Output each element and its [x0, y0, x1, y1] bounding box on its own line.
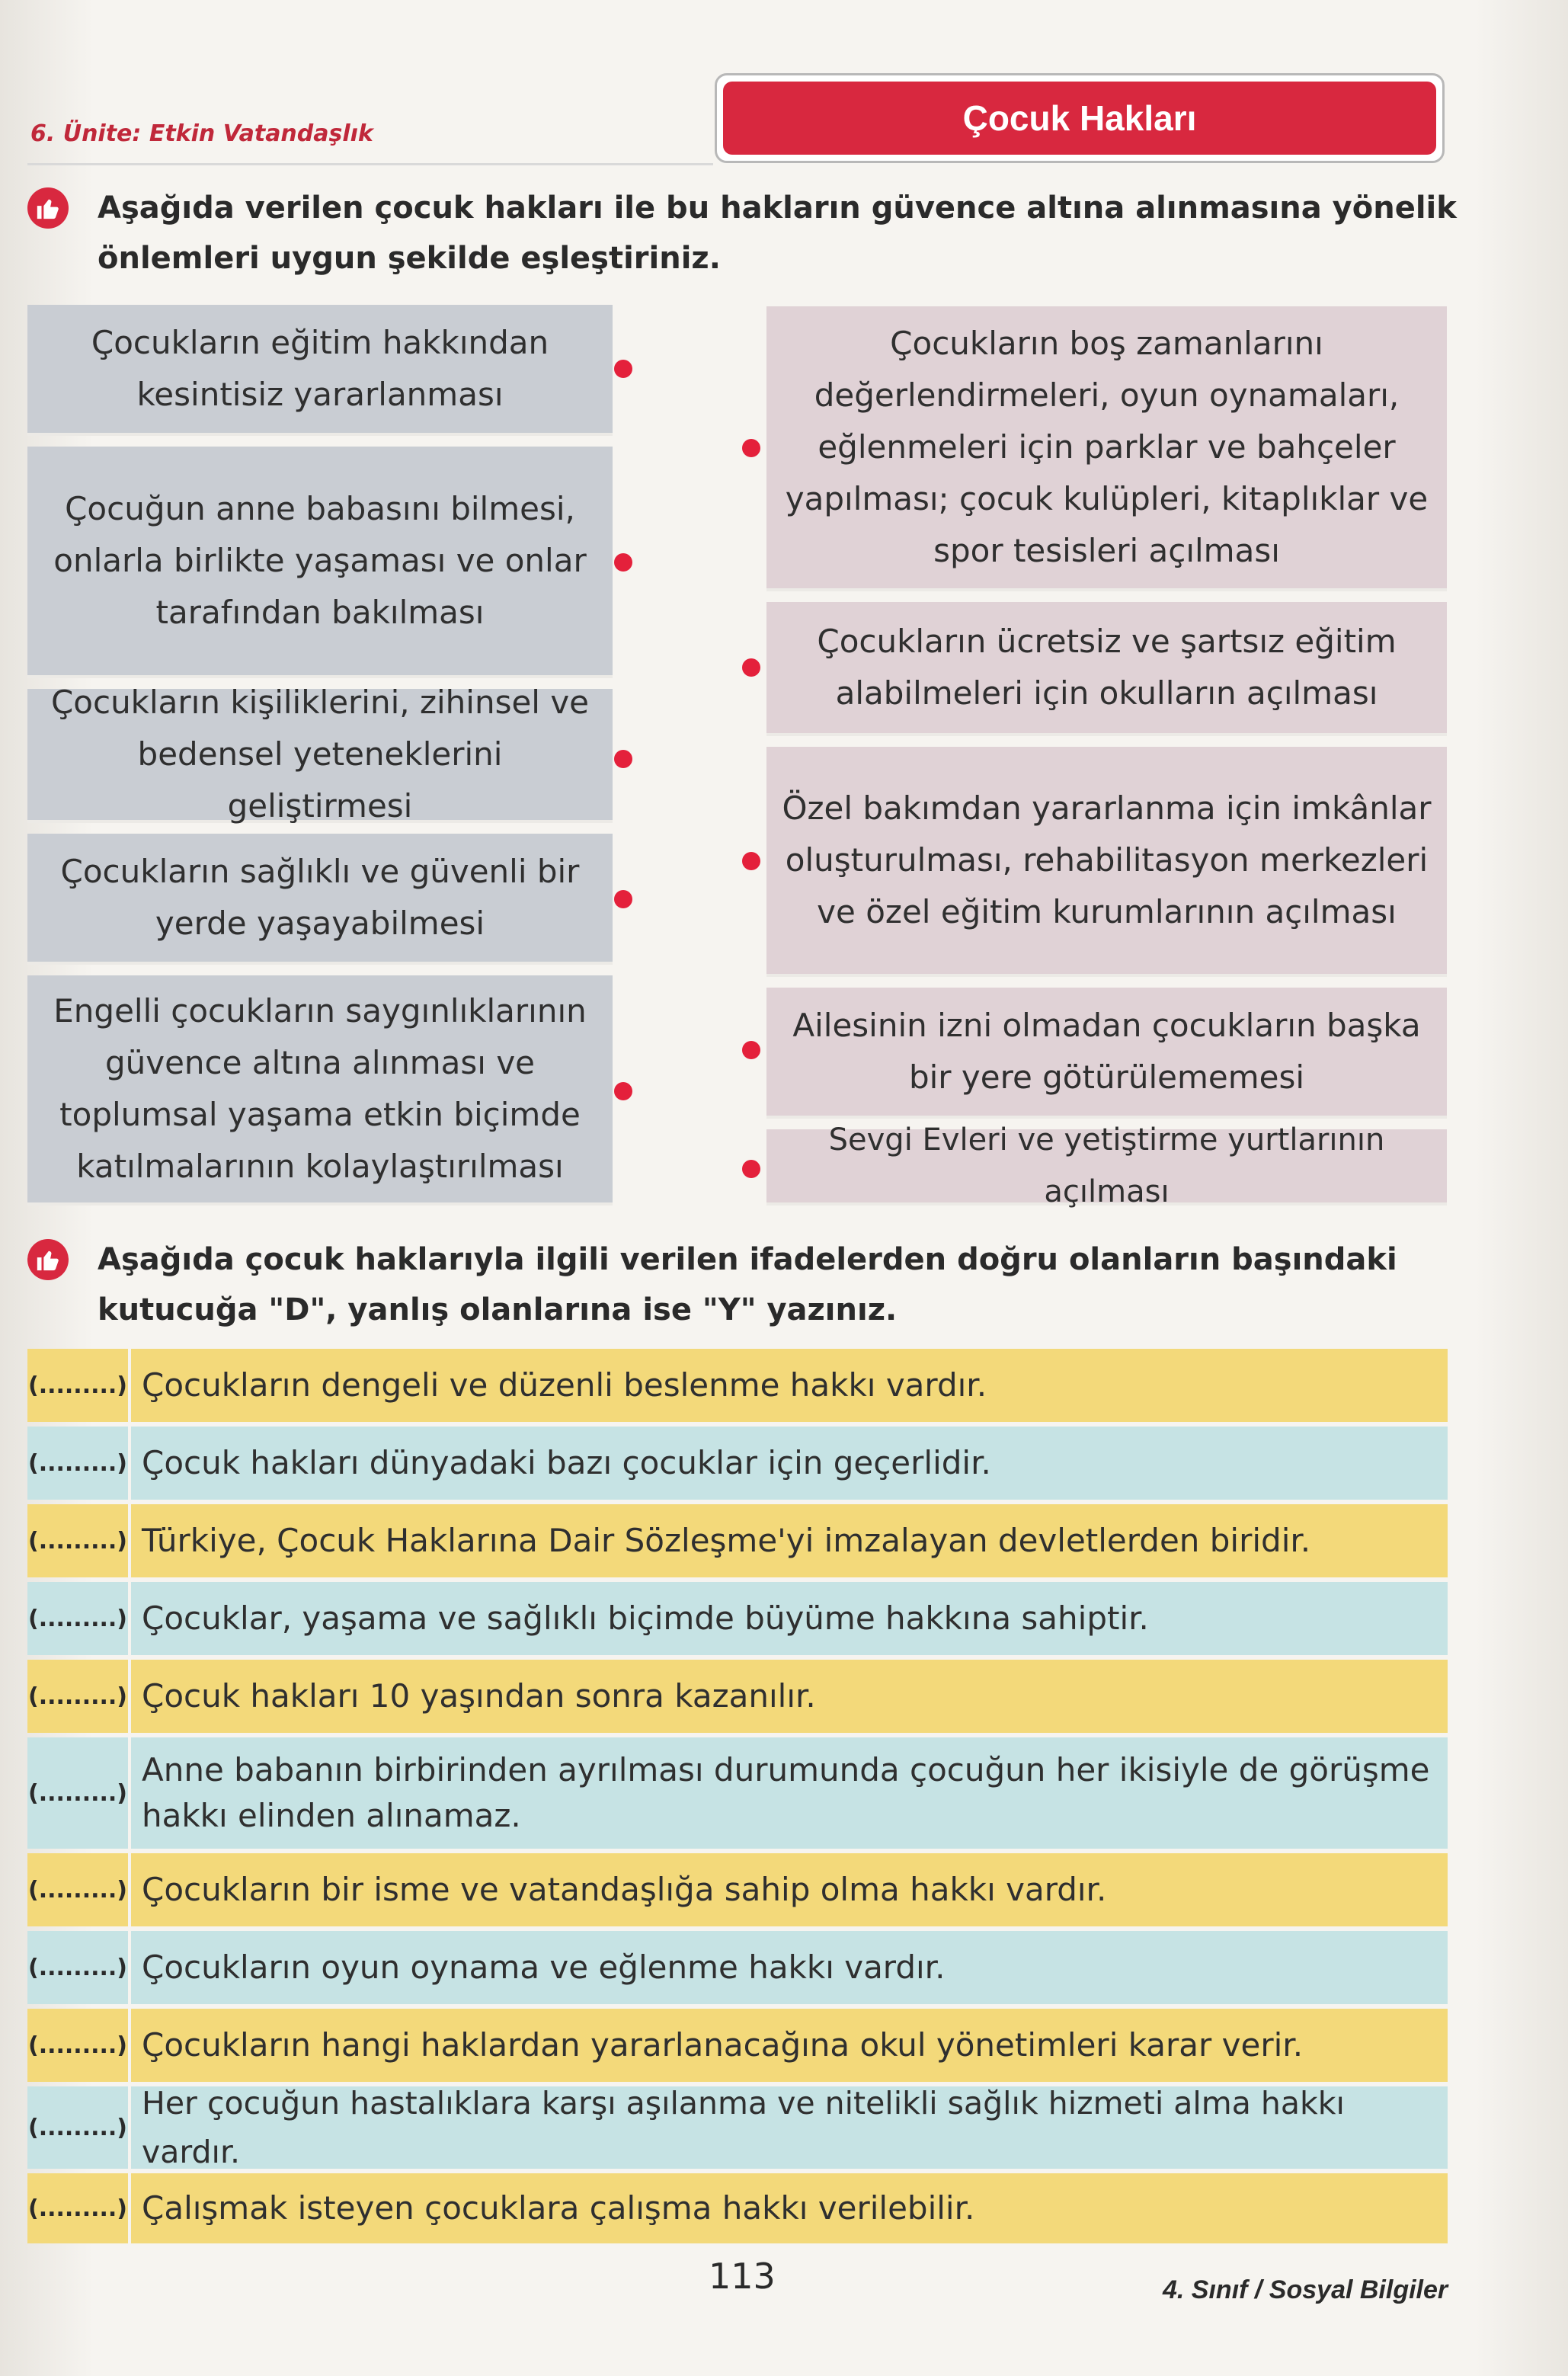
answer-blank-6[interactable]: (.........): [27, 1737, 128, 1849]
left-match-dot-2[interactable]: [614, 553, 632, 572]
exercise1-instruction-text: Aşağıda verilen çocuk hakları ile bu hakların güvence altına alınmasına yönelik önlemleri uygun şekilde eşleştiriniz.: [98, 191, 1457, 276]
statement-row-10: [27, 2086, 1448, 2169]
thumbs-up-icon: [27, 1239, 69, 1280]
left-match-dot-4[interactable]: [614, 890, 632, 908]
statement-row-7: [27, 1853, 1448, 1926]
statement-text-10: Her çocuğun hastalıklara karşı aşılanma ve nitelikli sağlık hizmeti alma hakkı vardır.: [131, 2086, 1448, 2169]
right-match-dot-2[interactable]: [742, 658, 760, 677]
right-match-dot-1[interactable]: [742, 439, 760, 457]
thumbs-up-icon: [27, 187, 69, 229]
statement-text-1: Çocukların dengeli ve düzenli beslenme hakkı vardır.: [131, 1349, 1448, 1422]
exercise1-instruction: [27, 183, 1477, 283]
statement-row-1: [27, 1349, 1448, 1422]
right-item-2: Çocukların ücretsiz ve şartsız eğitim alabilmeleri için okulların açılması: [766, 602, 1447, 736]
statement-row-5: [27, 1660, 1448, 1733]
unit-label: 6. Ünite: Etkin Vatandaşlık: [30, 120, 373, 147]
right-item-1: Çocukların boş zamanlarını değerlendirmeleri, oyun oynamaları, eğlenmeleri için parklar ve bahçeler yapılması; çocuk kulüpleri, kitaplıklar ve spor tesisleri açılması: [766, 306, 1447, 591]
right-match-dot-5[interactable]: [742, 1160, 760, 1178]
statement-row-8: [27, 1931, 1448, 2004]
answer-blank-1[interactable]: (.........): [27, 1349, 128, 1422]
page-title-banner: [723, 82, 1436, 155]
right-item-3: Özel bakımdan yararlanma için imkânlar oluşturulması, rehabilitasyon merkezleri ve özel eğitim kurumlarının açılması: [766, 747, 1447, 977]
left-item-3: Çocukların kişiliklerini, zihinsel ve bedensel yeteneklerini geliştirmesi: [27, 689, 613, 823]
answer-blank-11[interactable]: (.........): [27, 2173, 128, 2243]
book-label: 4. Sınıf / Sosyal Bilgiler: [1163, 2275, 1448, 2304]
exercise2-instruction-text: Aşağıda çocuk haklarıyla ilgili verilen ifadelerden doğru olanların başındaki kutucuğa "D", yanlış olanlarına ise "Y" yazınız.: [98, 1242, 1397, 1327]
left-item-2: Çocuğun anne babasını bilmesi, onlarla birlikte yaşaması ve onlar tarafından bakılması: [27, 447, 613, 678]
statement-text-4: Çocuklar, yaşama ve sağlıklı biçimde büyüme hakkına sahiptir.: [131, 1582, 1448, 1655]
left-match-dot-5[interactable]: [614, 1082, 632, 1100]
header-divider: [27, 163, 713, 165]
page-title: Çocuk Hakları: [962, 98, 1197, 138]
left-item-1: Çocukların eğitim hakkından kesintisiz yararlanması: [27, 305, 613, 436]
statement-row-4: [27, 1582, 1448, 1655]
statement-text-8: Çocukların oyun oynama ve eğlenme hakkı vardır.: [131, 1931, 1448, 2004]
statement-row-6: [27, 1737, 1448, 1849]
statement-text-7: Çocukların bir isme ve vatandaşlığa sahip olma hakkı vardır.: [131, 1853, 1448, 1926]
answer-blank-9[interactable]: (.........): [27, 2009, 128, 2082]
statement-text-5: Çocuk hakları 10 yaşından sonra kazanılır.: [131, 1660, 1448, 1733]
page-number: 113: [709, 2256, 776, 2297]
statement-row-2: [27, 1427, 1448, 1500]
statement-row-11: [27, 2173, 1448, 2243]
left-item-5: Engelli çocukların saygınlıklarının güvence altına alınması ve toplumsal yaşama etkin biçimde katılmalarının kolaylaştırılması: [27, 975, 613, 1206]
right-match-dot-3[interactable]: [742, 852, 760, 870]
answer-blank-4[interactable]: (.........): [27, 1582, 128, 1655]
statement-text-3: Türkiye, Çocuk Haklarına Dair Sözleşme'yi imzalayan devletlerden biridir.: [131, 1504, 1448, 1577]
statement-row-3: [27, 1504, 1448, 1577]
answer-blank-5[interactable]: (.........): [27, 1660, 128, 1733]
left-match-dot-3[interactable]: [614, 750, 632, 768]
statement-text-9: Çocukların hangi haklardan yararlanacağına okul yönetimleri karar verir.: [131, 2009, 1448, 2082]
statement-text-6: Anne babanın birbirinden ayrılması durumunda çocuğun her ikisiyle de görüşme hakkı elinden alınamaz.: [131, 1737, 1448, 1849]
answer-blank-8[interactable]: (.........): [27, 1931, 128, 2004]
answer-blank-7[interactable]: (.........): [27, 1853, 128, 1926]
statement-row-9: [27, 2009, 1448, 2082]
exercise2-instruction: [27, 1234, 1477, 1335]
answer-blank-2[interactable]: (.........): [27, 1427, 128, 1500]
right-match-dot-4[interactable]: [742, 1041, 760, 1059]
left-item-4: Çocukların sağlıklı ve güvenli bir yerde yaşayabilmesi: [27, 834, 613, 965]
left-match-dot-1[interactable]: [614, 360, 632, 378]
answer-blank-10[interactable]: (.........): [27, 2086, 128, 2169]
page-title-box: [715, 73, 1445, 163]
answer-blank-3[interactable]: (.........): [27, 1504, 128, 1577]
statement-text-2: Çocuk hakları dünyadaki bazı çocuklar için geçerlidir.: [131, 1427, 1448, 1500]
right-item-5: Sevgi Evleri ve yetiştirme yurtlarının açılması: [766, 1129, 1447, 1206]
statement-text-11: Çalışmak isteyen çocuklara çalışma hakkı verilebilir.: [131, 2173, 1448, 2243]
right-item-4: Ailesinin izni olmadan çocukların başka bir yere götürülememesi: [766, 988, 1447, 1119]
